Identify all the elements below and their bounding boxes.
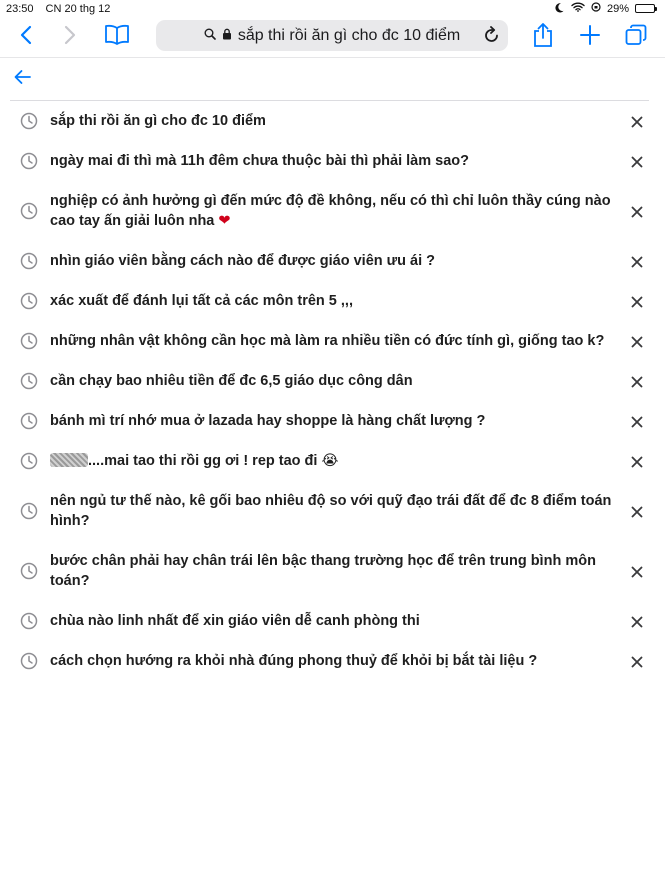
history-item-label: cần chạy bao nhiêu tiền để đc 6,5 giáo dục công dân <box>50 373 413 389</box>
reload-button[interactable] <box>484 26 500 49</box>
remove-history-button[interactable] <box>631 505 643 517</box>
redacted-name <box>50 453 88 467</box>
close-icon <box>631 455 643 472</box>
close-icon <box>631 295 643 312</box>
remove-history-button[interactable] <box>631 375 643 387</box>
history-item-label: xác xuất để đánh lụi tất cả các môn trên 5 ,,, <box>50 293 353 309</box>
chevron-left-icon <box>20 25 32 50</box>
remove-history-button[interactable] <box>631 655 643 667</box>
history-item[interactable] <box>10 541 649 601</box>
history-item-label: nhìn giáo viên bằng cách nào để được giáo viên ưu ái ? <box>50 253 436 269</box>
history-item[interactable] <box>10 281 649 321</box>
remove-history-button[interactable] <box>631 335 643 347</box>
clock-icon <box>20 292 38 315</box>
address-bar[interactable] <box>156 20 508 51</box>
history-header <box>0 58 665 100</box>
history-item[interactable] <box>10 241 649 281</box>
history-item-label: ngày mai đi thì mà 11h đêm chưa thuộc bài thì phải làm sao? <box>50 153 470 169</box>
arrow-left-icon <box>14 69 32 90</box>
close-icon <box>631 615 643 632</box>
close-icon <box>631 655 643 672</box>
back-button[interactable] <box>8 19 44 55</box>
history-item-text <box>50 551 619 591</box>
remove-history-button[interactable] <box>631 565 643 577</box>
close-icon <box>631 415 643 432</box>
orientation-lock-icon <box>591 2 601 15</box>
close-icon <box>631 255 643 272</box>
battery-icon <box>635 4 655 13</box>
clock-icon <box>20 412 38 435</box>
close-icon <box>631 155 643 172</box>
plus-icon <box>580 25 600 50</box>
remove-history-button[interactable] <box>631 415 643 427</box>
history-item[interactable] <box>10 101 649 141</box>
status-date: CN 20 thg 12 <box>45 2 111 15</box>
history-item[interactable] <box>10 401 649 441</box>
history-back-button[interactable] <box>14 69 32 90</box>
history-item-text <box>50 611 420 631</box>
chevron-right-icon <box>64 25 76 50</box>
history-item-label: ....mai tao thi rồi gg ơi ! rep tao đi <box>88 453 318 469</box>
close-icon <box>631 375 643 392</box>
new-tab-button[interactable] <box>572 19 608 55</box>
history-item-text <box>50 251 435 271</box>
book-icon <box>104 24 130 51</box>
remove-history-button[interactable] <box>631 115 643 127</box>
bookmarks-button[interactable] <box>99 19 135 55</box>
tabs-icon <box>625 24 647 51</box>
history-item[interactable] <box>10 641 649 681</box>
clock-icon <box>20 612 38 635</box>
do-not-disturb-icon <box>554 2 565 16</box>
close-icon <box>631 565 643 582</box>
history-item-label: sắp thi rồi ăn gì cho đc 10 điểm <box>50 113 266 129</box>
history-item-label: bước chân phải hay chân trái lên bậc thang trường học để trên trung bình môn toán? <box>50 553 596 589</box>
history-item[interactable] <box>10 481 649 541</box>
clock-icon <box>20 152 38 175</box>
remove-history-button[interactable] <box>631 615 643 627</box>
history-item-text <box>50 451 338 471</box>
clock-icon <box>20 502 38 525</box>
history-item-label: nghiệp có ảnh hưởng gì đến mức độ đề không, nếu có thì chỉ luôn thầy cúng nào cao tay ấn giải luôn nha <box>50 193 611 229</box>
clock-icon <box>20 372 38 395</box>
remove-history-button[interactable] <box>631 255 643 267</box>
history-item-text <box>50 371 413 391</box>
history-item-text <box>50 191 619 231</box>
status-time: 23:50 <box>6 2 34 15</box>
address-text: sắp thi rồi ăn gì cho đc 10 điểm <box>237 26 461 44</box>
history-item-label: nên ngủ tư thế nào, kê gối bao nhiêu độ so với quỹ đạo trái đất để đc 8 điểm toán hình? <box>50 493 612 529</box>
search-history-list <box>10 100 649 681</box>
history-item-text <box>50 111 266 131</box>
wifi-icon <box>571 2 585 15</box>
tabs-button[interactable] <box>618 19 654 55</box>
close-icon <box>631 335 643 352</box>
history-item[interactable] <box>10 141 649 181</box>
browser-toolbar <box>0 17 665 58</box>
battery-percent: 29% <box>606 2 629 15</box>
remove-history-button[interactable] <box>631 155 643 167</box>
clock-icon <box>20 562 38 585</box>
history-item[interactable] <box>10 601 649 641</box>
crying-emoji: 😭 <box>321 453 339 469</box>
history-item-label: những nhân vật không cần học mà làm ra nhiều tiền có đức tính gì, giống tao k? <box>50 333 605 349</box>
history-item[interactable] <box>10 321 649 361</box>
clock-icon <box>20 652 38 675</box>
search-icon <box>204 27 216 45</box>
history-item[interactable] <box>10 361 649 401</box>
close-icon <box>631 205 643 222</box>
history-item[interactable] <box>10 441 649 481</box>
history-item-text <box>50 331 604 351</box>
history-item-label: bánh mì trí nhớ mua ở lazada hay shoppe là hàng chất lượng ? <box>50 413 486 429</box>
history-item-label: cách chọn hướng ra khỏi nhà đúng phong thuỷ để khỏi bị bắt tài liệu ? <box>50 653 538 669</box>
remove-history-button[interactable] <box>631 455 643 467</box>
history-item-text <box>50 151 469 171</box>
history-item-text <box>50 291 353 311</box>
history-item-text <box>50 411 485 431</box>
history-item-label: chùa nào linh nhất để xin giáo viên dễ canh phòng thi <box>50 613 420 629</box>
lock-icon <box>222 27 232 45</box>
heart-emoji: ❤ <box>218 213 231 229</box>
share-button[interactable] <box>525 19 561 55</box>
close-icon <box>631 505 643 522</box>
clock-icon <box>20 332 38 355</box>
history-item[interactable] <box>10 181 649 241</box>
clock-icon <box>20 202 38 225</box>
close-icon <box>631 115 643 132</box>
remove-history-button[interactable] <box>631 295 643 307</box>
reload-icon <box>484 31 500 48</box>
remove-history-button[interactable] <box>631 205 643 217</box>
history-item-text <box>50 651 537 671</box>
history-item-text <box>50 491 619 531</box>
status-bar <box>0 0 665 17</box>
clock-icon <box>20 112 38 135</box>
share-icon <box>533 22 553 53</box>
clock-icon <box>20 452 38 475</box>
forward-button[interactable] <box>52 19 88 55</box>
clock-icon <box>20 252 38 275</box>
